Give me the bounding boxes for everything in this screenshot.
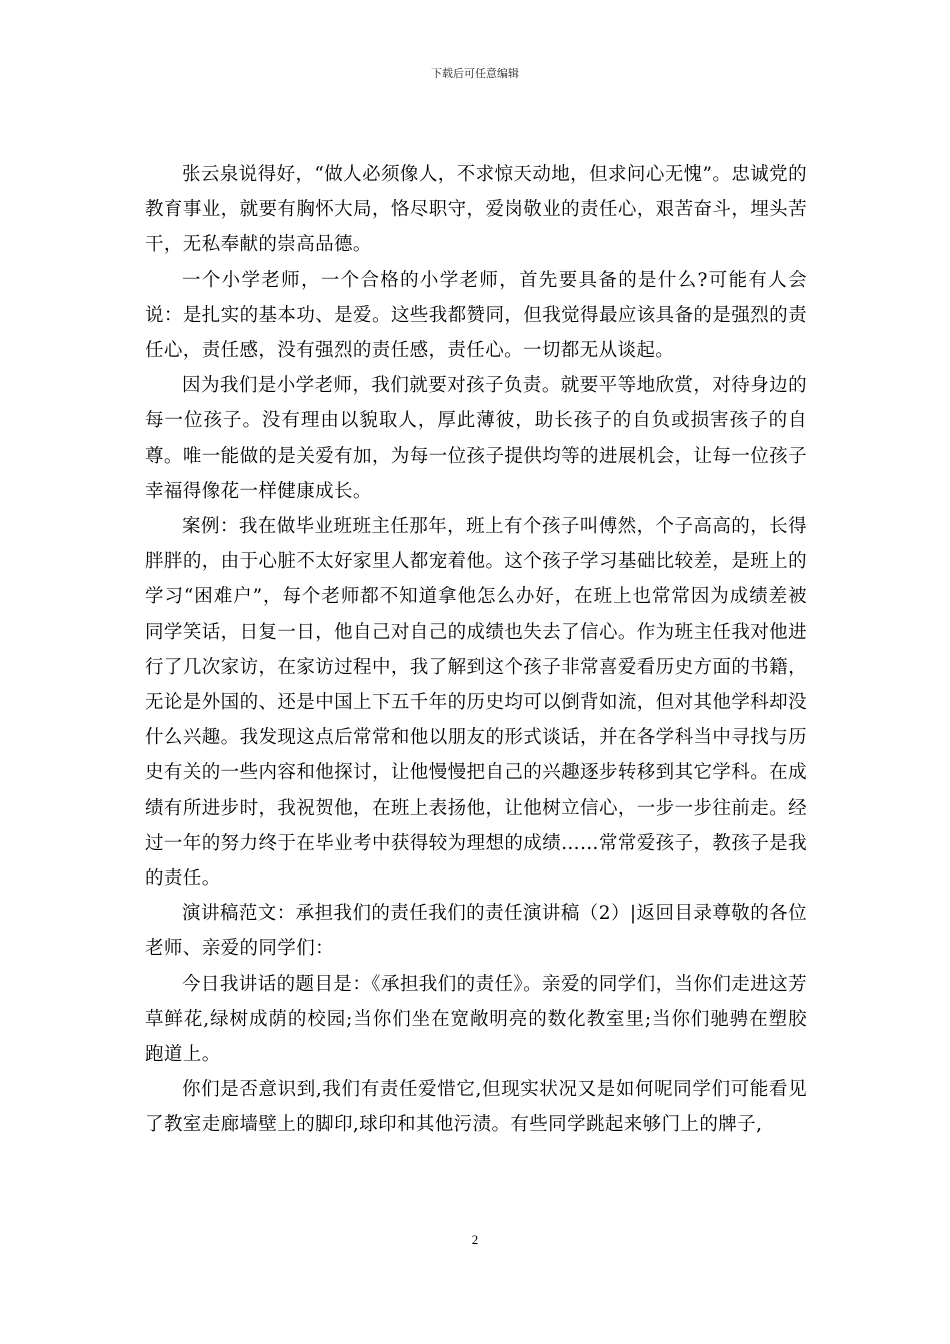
page-number: 2 (471, 1232, 479, 1247)
paragraph: 案例：我在做毕业班班主任那年，班上有个孩子叫傅然，个子高高的，长得胖胖的，由于心脏不太好家里人都宠着他。这个孩子学习基础比较差，是班上的学习“困难户”，每个老师都不知道拿他怎么办好，在班上也常常因为成绩差被同学笑话，日复一日，他自己对自己的成绩也失去了信心。作为班主任我对他进行了几次家访，在家访过程中，我了解到这个孩子非常喜爱看历史方面的书籍，无论是外国的、还是中国上下五千年的历史均可以倒背如流，但对其他学科却没什么兴趣。我发现这点后常常和他以朋友的形式谈话，并在各学科当中寻找与历史有关的一些内容和他探讨，让他慢慢把自己的兴趣逐步转移到其它学科。在成绩有所进步时，我祝贺他，在班上表扬他，让他树立信心，一步一步往前走。经过一年的努力终于在毕业考中获得较为理想的成绩……常常爱孩子，教孩子是我的责任。 (145, 516, 807, 890)
document-body (145, 157, 807, 1143)
paragraph: 张云泉说得好，“做人必须像人，不求惊天动地，但求问心无愧”。忠诚党的教育事业，就要有胸怀大局，恪尽职守，爱岗敬业的责任心，艰苦奋斗，埋头苦干，无私奉献的崇高品德。 (145, 164, 807, 256)
paragraph: 因为我们是小学老师，我们就要对孩子负责。就要平等地欣赏，对待身边的每一位孩子。没有理由以貌取人，厚此薄彼，助长孩子的自负或损害孩子的自尊。唯一能做的是关爱有加，为每一位孩子提供均等的进展机会，让每一位孩子幸福得像花一样健康成长。 (145, 375, 807, 502)
paragraph: 一个小学老师，一个合格的小学老师，首先要具备的是什么?可能有人会说：是扎实的基本功、是爱。这些我都赞同，但我觉得最应该具备的是强烈的责任心，责任感，没有强烈的责任感，责任心。一切都无从谈起。 (145, 269, 807, 362)
paragraph: 演讲稿范文：承担我们的责任我们的责任演讲稿（2）|返回目录尊敬的各位老师、亲爱的同学们： (145, 903, 807, 960)
paragraph: 你们是否意识到,我们有责任爱惜它,但现实状况又是如何呢同学们可能看见了教室走廊墙壁上的脚印,球印和其他污渍。有些同学跳起来够门上的牌子, (145, 1079, 807, 1136)
paragraph: 今日我讲话的题目是：《承担我们的责任》。亲爱的同学们，当你们走进这芳草鲜花,绿树成荫的校园;当你们坐在宽敞明亮的数化教室里;当你们驰骋在塑胶跑道上。 (145, 973, 807, 1066)
page-header: 下载后可任意编辑 (431, 67, 519, 80)
